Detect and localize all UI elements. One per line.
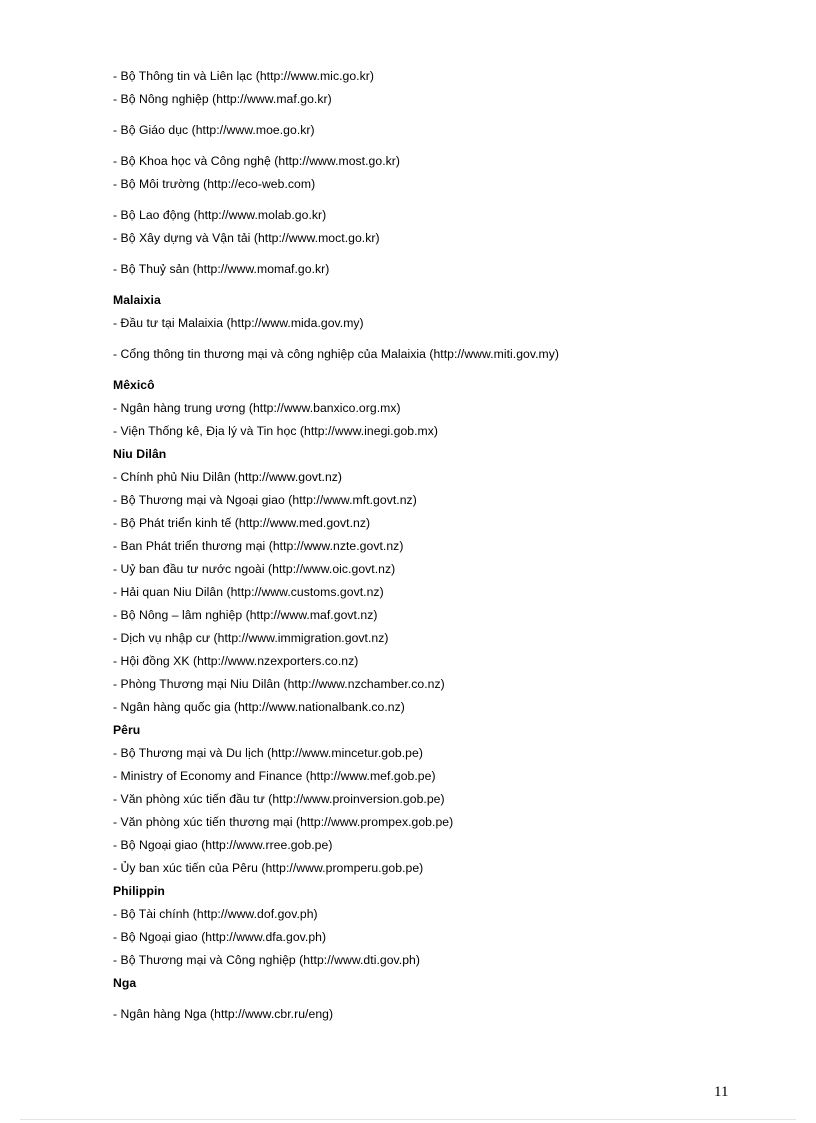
list-item: - Ủy ban xúc tiến của Pêru (http://www.promperu.gob.pe) [113,861,424,875]
section-heading-philippin: Philippin [113,884,165,898]
list-item: - Đầu tư tại Malaixia (http://www.mida.gov.my) [113,316,364,330]
list-item: - Bộ Thông tin và Liên lạc (http://www.mic.go.kr) [113,69,374,83]
list-item: - Bộ Khoa học và Công nghệ (http://www.most.go.kr) [113,154,401,168]
list-item: - Bộ Thương mại và Công nghiệp (http://www.dti.gov.ph) [113,953,420,967]
list-item: - Bộ Nông – lâm nghiệp (http://www.maf.govt.nz) [113,608,378,622]
section-heading-niu-dilan: Niu Dilân [113,447,167,461]
list-item: - Phòng Thương mại Niu Dilân (http://www.nzchamber.co.nz) [113,677,445,691]
list-item: - Ngân hàng quốc gia (http://www.nationalbank.co.nz) [113,700,405,714]
list-item: - Uỷ ban đầu tư nước ngoài (http://www.oic.govt.nz) [113,562,396,576]
list-item: - Ban Phát triển thương mại (http://www.nzte.govt.nz) [113,539,404,553]
list-item: - Bộ Thương mại và Ngoại giao (http://www.mft.govt.nz) [113,493,417,507]
list-item: - Bộ Ngoại giao (http://www.dfa.gov.ph) [113,930,327,944]
section-heading-peru: Pêru [113,723,141,737]
section-heading-malaixia: Malaixia [113,293,161,307]
list-item: - Cổng thông tin thương mại và công nghiệp của Malaixia (http://www.miti.gov.my) [113,347,560,361]
list-item: - Ministry of Economy and Finance (http://www.mef.gob.pe) [113,769,436,783]
list-item: - Bộ Nông nghiệp (http://www.maf.go.kr) [113,92,332,106]
list-item: - Bộ Xây dựng và Vận tải (http://www.moct.go.kr) [113,231,380,245]
list-item: - Ngân hàng Nga (http://www.cbr.ru/eng) [113,1007,334,1021]
list-item: - Bộ Tài chính (http://www.dof.gov.ph) [113,907,318,921]
list-item: - Văn phòng xúc tiến đầu tư (http://www.proinversion.gob.pe) [113,792,445,806]
list-item: - Văn phòng xúc tiến thương mại (http://www.prompex.gob.pe) [113,815,454,829]
list-item: - Bộ Môi trường (http://eco-web.com) [113,177,316,191]
list-item: - Bộ Lao động (http://www.molab.go.kr) [113,208,327,222]
page-number: 11 [714,1084,729,1100]
list-item: - Bộ Phát triển kinh tế (http://www.med.govt.nz) [113,516,371,530]
page-divider [20,1119,796,1120]
list-item: - Bộ Ngoại giao (http://www.rree.gob.pe) [113,838,333,852]
section-heading-mexico: Mêxicô [113,378,155,392]
list-item: - Hải quan Niu Dilân (http://www.customs.govt.nz) [113,585,384,599]
list-item: - Bộ Giáo dục (http://www.moe.go.kr) [113,123,315,137]
list-item: - Viện Thống kê, Địa lý và Tin học (http://www.inegi.gob.mx) [113,424,438,438]
list-item: - Bộ Thương mại và Du lịch (http://www.mincetur.gob.pe) [113,746,423,760]
list-item: - Hội đồng XK (http://www.nzexporters.co.nz) [113,654,359,668]
list-item: - Bộ Thuỷ sản (http://www.momaf.go.kr) [113,262,330,276]
list-item: - Chính phủ Niu Dilân (http://www.govt.nz) [113,470,343,484]
list-item: - Dịch vụ nhập cư (http://www.immigration.govt.nz) [113,631,389,645]
list-item: - Ngân hàng trung ương (http://www.banxico.org.mx) [113,401,401,415]
section-heading-nga: Nga [113,976,137,990]
